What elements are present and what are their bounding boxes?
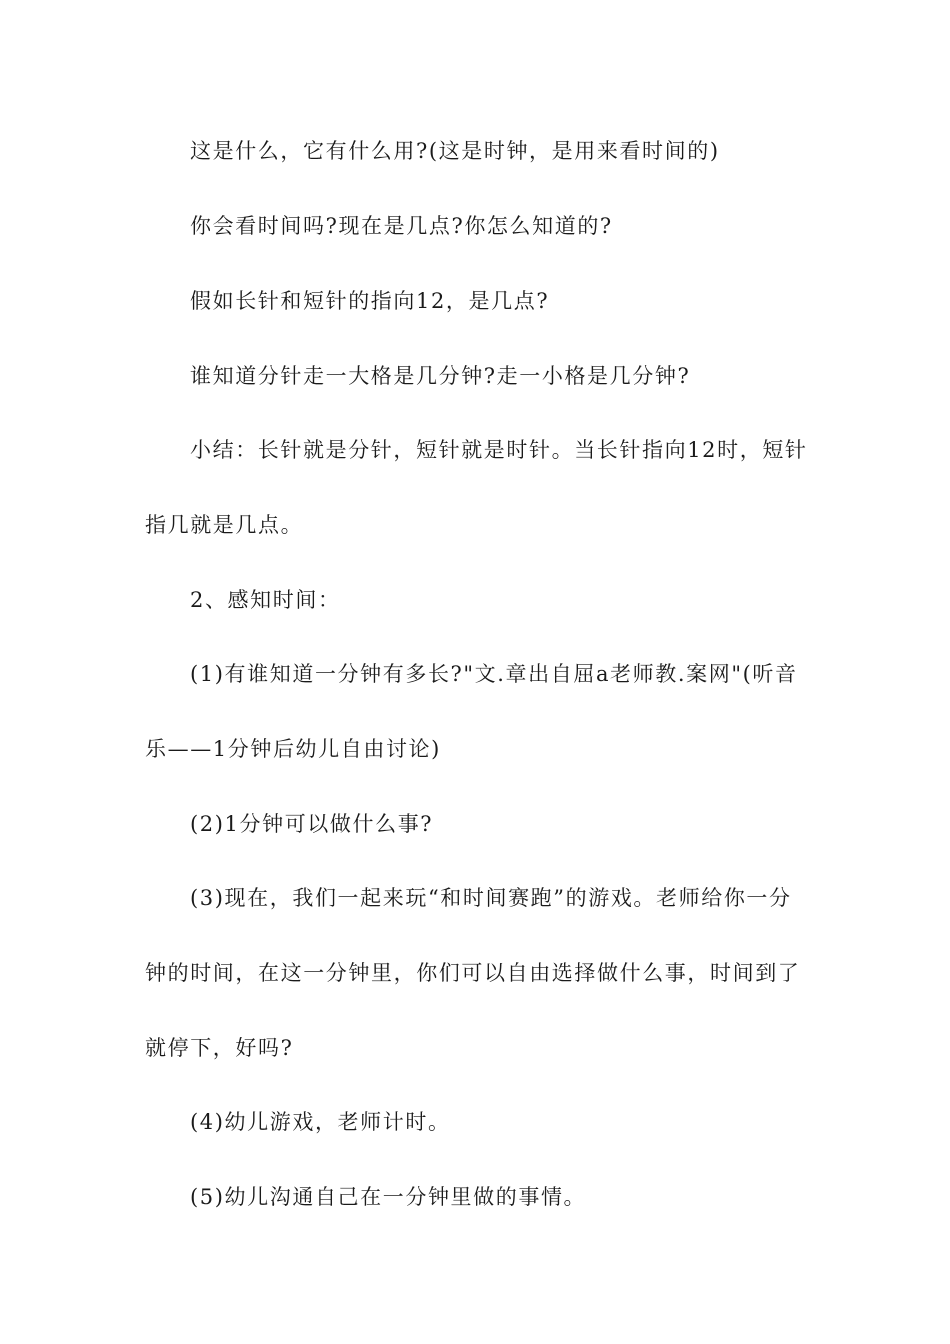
paragraph-line: (3)现在，我们一起来玩“和时间赛跑”的游戏。老师给你一分	[190, 886, 792, 910]
paragraph-line: 小结：长针就是分针，短针就是时针。当长针指向12时，短针	[190, 438, 808, 462]
section-heading: 2、感知时间：	[190, 588, 341, 612]
paragraph-line: 谁知道分针走一大格是几分钟?走一小格是几分钟?	[190, 364, 691, 388]
paragraph-line: (4)幼儿游戏，老师计时。	[190, 1110, 451, 1134]
paragraph-line: 这是什么，它有什么用?(这是时钟，是用来看时间的)	[190, 139, 720, 163]
paragraph-line: (2)1分钟可以做什么事?	[190, 812, 434, 836]
paragraph-line: 指几就是几点。	[145, 513, 304, 537]
paragraph-line: 钟的时间，在这一分钟里，你们可以自由选择做什么事，时间到了	[145, 961, 801, 985]
paragraph-line: (1)有谁知道一分钟有多长?"文.章出自屈a老师教.案网"(听音	[190, 662, 798, 686]
paragraph-line: 就停下，好吗?	[145, 1036, 294, 1060]
paragraph-line: (5)幼儿沟通自己在一分钟里做的事情。	[190, 1185, 587, 1209]
paragraph-line: 假如长针和短针的指向12，是几点?	[190, 289, 550, 313]
paragraph-line: 乐——1分钟后幼儿自由讨论)	[145, 737, 441, 761]
paragraph-line: 你会看时间吗?现在是几点?你怎么知道的?	[190, 214, 613, 238]
